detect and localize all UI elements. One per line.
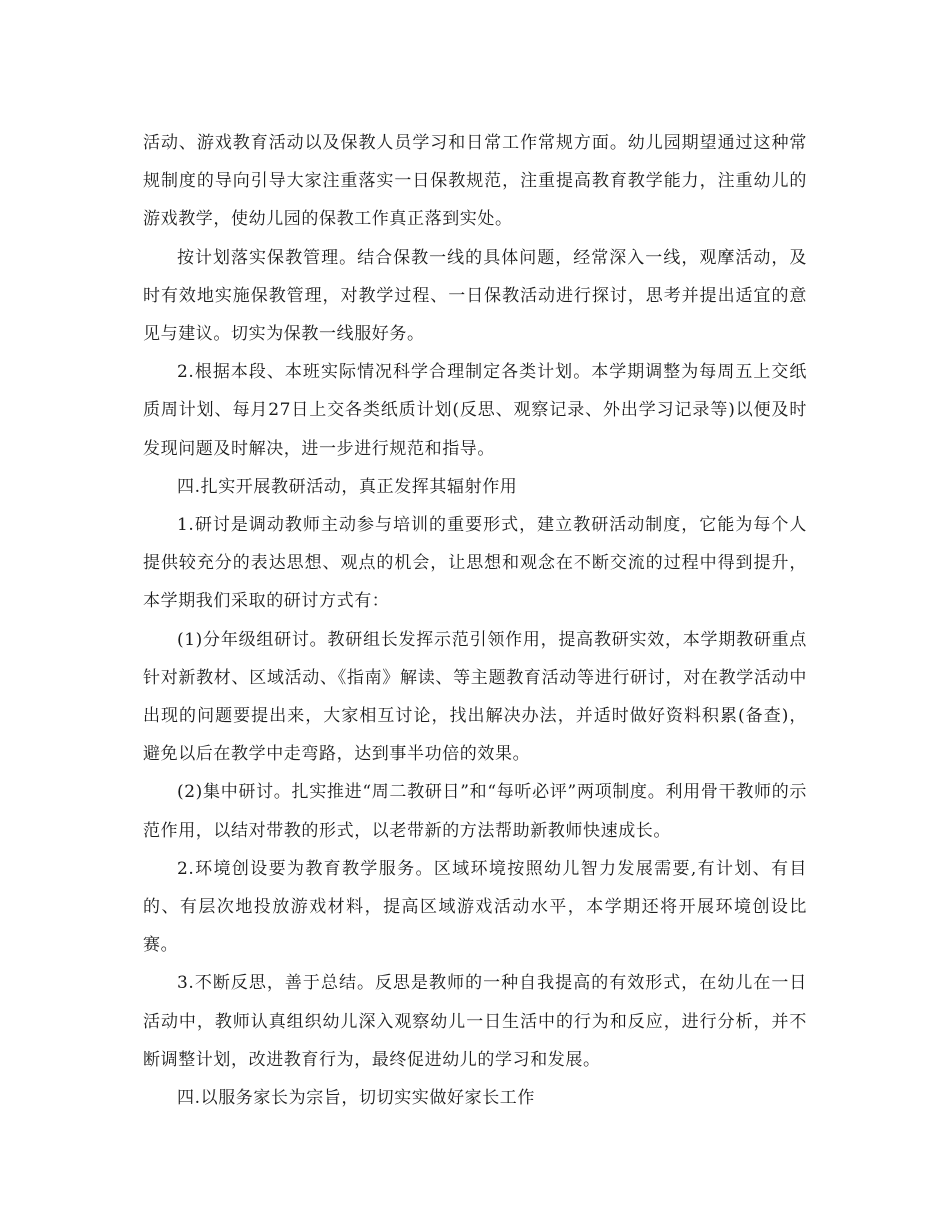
section-heading-parents: 四.以服务家长为宗旨，切切实实做好家长工作 xyxy=(177,1088,536,1109)
document-body xyxy=(143,124,807,1117)
paragraph-environment: 2.环境创设要为教育教学服务。区域环境按照幼儿智力发展需要,有计划、有目的、有层次地投放游戏材料，提高区域游戏活动水平，本学期还将开展环境创设比赛。 xyxy=(143,858,807,956)
paragraph-research-intro: 1.研讨是调动教师主动参与培训的重要形式，建立教研活动制度，它能为每个人提供较充分的表达思想、观点的机会，让思想和观念在不断交流的过程中得到提升，本学期我们采取的研讨方式有： xyxy=(143,515,807,612)
paragraph-continuation: 活动、游戏教育活动以及保教人员学习和日常工作常规方面。幼儿园期望通过这种常规制度的导向引导大家注重落实一日保教规范，注重提高教育教学能力，注重幼儿的游戏教学，使幼儿园的保教工作真正落到实处。 xyxy=(143,133,807,230)
paragraph-grade-research: (1)分年级组研讨。教研组长发挥示范引领作用，提高教研实效，本学期教研重点针对新教材、区域活动、《指南》解读、等主题教育活动等进行研讨，对在教学活动中出现的问题要提出来，大家相互讨论，找出解决办法，并适时做好资料积累(备查)，避免以后在教学中走弯路，达到事半功倍的效果。 xyxy=(143,629,807,765)
section-heading-research: 四.扎实开展教研活动，真正发挥其辐射作用 xyxy=(177,476,518,497)
paragraph-plans: 2.根据本段、本班实际情况科学合理制定各类计划。本学期调整为每周五上交纸质周计划、每月27日上交各类纸质计划(反思、观察记录、外出学习记录等)以便及时发现问题及时解决，进一步进行规范和指导。 xyxy=(143,362,807,459)
paragraph-reflection: 3.不断反思，善于总结。反思是教师的一种自我提高的有效形式，在幼儿在一日活动中，教师认真组织幼儿深入观察幼儿一日生活中的行为和反应，进行分析，并不断调整计划，改进教育行为，最终促进幼儿的学习和发展。 xyxy=(143,973,807,1070)
paragraph-management: 按计划落实保教管理。结合保教一线的具体问题，经常深入一线，观摩活动，及时有效地实施保教管理，对教学过程、一日保教活动进行探讨，思考并提出适宜的意见与建议。切实为保教一线服好务。 xyxy=(143,247,807,345)
paragraph-central-research: (2)集中研讨。扎实推进“周二教研日”和“每听必评”两项制度。利用骨干教师的示范作用，以结对带教的形式，以老带新的方法帮助新教师快速成长。 xyxy=(143,782,807,841)
